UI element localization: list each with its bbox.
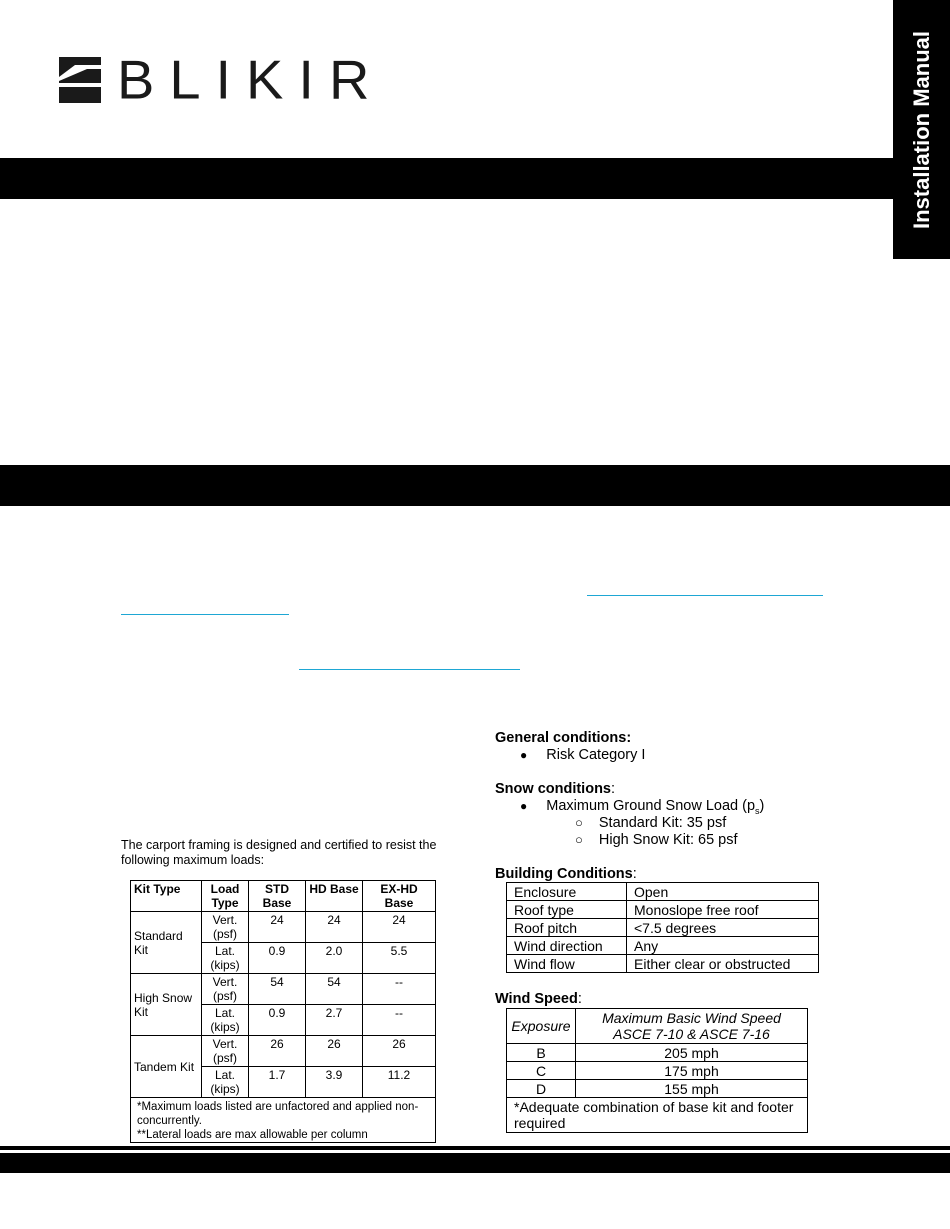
table-header-row xyxy=(131,881,436,912)
footer-rule xyxy=(0,1146,950,1150)
condition-value: Any xyxy=(627,937,819,955)
table-row xyxy=(507,901,819,919)
side-tab xyxy=(893,0,950,259)
hollow-bullet-icon: ○ xyxy=(575,832,583,847)
exhd-value: 5.5 xyxy=(363,943,436,974)
exhd-value: -- xyxy=(363,1005,436,1036)
wind-speed-table xyxy=(506,1008,808,1133)
hd-value: 2.0 xyxy=(306,943,363,974)
load-type: Lat. (kips) xyxy=(202,943,249,974)
note-1: *Maximum loads listed are unfactored and applied non-concurrently. xyxy=(137,1101,419,1127)
table-row xyxy=(507,919,819,937)
hd-value: 54 xyxy=(306,974,363,1005)
std-value: 24 xyxy=(249,912,306,943)
general-heading: General conditions: xyxy=(495,730,632,746)
bullet-icon: ● xyxy=(520,799,528,813)
hd-value: 2.7 xyxy=(306,1005,363,1036)
table-notes xyxy=(131,1098,436,1143)
blikir-logo-mark-icon xyxy=(57,55,103,105)
snow-item-text: Maximum Ground Snow Load (p xyxy=(546,798,756,814)
std-value: 54 xyxy=(249,974,306,1005)
exhd-value: -- xyxy=(363,974,436,1005)
hyperlink-underline-2[interactable] xyxy=(299,669,520,670)
building-conditions-table xyxy=(506,882,819,973)
col-max-wind-speed-line1: Maximum Basic Wind Speed xyxy=(602,1010,781,1026)
snow-sub-item-text: High Snow Kit: 65 psf xyxy=(598,832,738,848)
table-row xyxy=(131,1036,436,1067)
wind-note: *Adequate combination of base kit and footer required xyxy=(507,1098,808,1133)
wind-heading xyxy=(495,991,582,1007)
kit-name: High Snow Kit xyxy=(131,974,202,1036)
table-note-row xyxy=(507,1098,808,1133)
load-type: Vert. (psf) xyxy=(202,1036,249,1067)
snow-sub-item xyxy=(575,832,738,848)
section-header-bar-2 xyxy=(0,465,950,506)
load-type: Vert. (psf) xyxy=(202,912,249,943)
table-header-row xyxy=(507,1009,808,1044)
hollow-bullet-icon: ○ xyxy=(575,815,583,830)
building-heading xyxy=(495,866,637,882)
col-max-wind-speed-line2: ASCE 7-10 & ASCE 7-16 xyxy=(613,1026,770,1042)
col-load-type: Load Type xyxy=(202,881,249,912)
building-heading-colon: : xyxy=(632,866,637,882)
col-exposure: Exposure xyxy=(507,1009,576,1044)
hd-value: 26 xyxy=(306,1036,363,1067)
col-exhd-base: EX-HD Base xyxy=(363,881,436,912)
speed-value: 155 mph xyxy=(576,1080,808,1098)
table-note-row xyxy=(131,1098,436,1143)
load-type: Vert. (psf) xyxy=(202,974,249,1005)
snow-item-sub: s xyxy=(755,805,760,816)
bullet-icon: ● xyxy=(520,748,528,762)
col-kit-type: Kit Type xyxy=(131,881,202,912)
col-max-wind-speed xyxy=(576,1009,808,1044)
exposure-value: B xyxy=(507,1044,576,1062)
condition-label: Wind flow xyxy=(507,955,627,973)
table-row xyxy=(507,937,819,955)
col-std-base: STD Base xyxy=(249,881,306,912)
condition-label: Enclosure xyxy=(507,883,627,901)
section-header-bar xyxy=(0,158,893,199)
table-row xyxy=(507,1062,808,1080)
condition-label: Roof pitch xyxy=(507,919,627,937)
table-row xyxy=(507,883,819,901)
snow-heading-text: Snow conditions xyxy=(495,781,611,797)
table-row xyxy=(507,1044,808,1062)
footer-bar xyxy=(0,1153,950,1173)
general-list-item xyxy=(520,747,645,763)
snow-item-end: ) xyxy=(759,798,765,814)
snow-item xyxy=(546,798,764,814)
std-value: 0.9 xyxy=(249,943,306,974)
std-value: 0.9 xyxy=(249,1005,306,1036)
speed-value: 205 mph xyxy=(576,1044,808,1062)
table-row xyxy=(131,974,436,1005)
hd-value: 3.9 xyxy=(306,1067,363,1098)
std-value: 1.7 xyxy=(249,1067,306,1098)
condition-value: Monoslope free roof xyxy=(627,901,819,919)
exposure-value: D xyxy=(507,1080,576,1098)
condition-label: Roof type xyxy=(507,901,627,919)
hyperlink-underline[interactable] xyxy=(587,595,823,596)
exhd-value: 11.2 xyxy=(363,1067,436,1098)
load-table xyxy=(130,880,436,1143)
table-row xyxy=(507,955,819,973)
col-hd-base: HD Base xyxy=(306,881,363,912)
kit-name: Standard Kit xyxy=(131,912,202,974)
brand-logo xyxy=(57,48,385,111)
snow-sub-item xyxy=(575,815,726,831)
load-type: Lat. (kips) xyxy=(202,1005,249,1036)
load-intro-text: The carport framing is designed and certified to resist the following maximum loads: xyxy=(121,838,437,867)
side-tab-label: Installation Manual xyxy=(908,30,934,229)
exhd-value: 26 xyxy=(363,1036,436,1067)
snow-sub-item-text: Standard Kit: 35 psf xyxy=(598,815,727,831)
condition-value: Open xyxy=(627,883,819,901)
building-heading-text: Building Conditions xyxy=(495,866,633,882)
kit-name: Tandem Kit xyxy=(131,1036,202,1098)
table-row xyxy=(507,1080,808,1098)
hd-value: 24 xyxy=(306,912,363,943)
wind-heading-text: Wind Speed xyxy=(495,991,578,1007)
exhd-value: 24 xyxy=(363,912,436,943)
condition-label: Wind direction xyxy=(507,937,627,955)
exposure-value: C xyxy=(507,1062,576,1080)
hyperlink-underline-cont[interactable] xyxy=(121,614,289,615)
speed-value: 175 mph xyxy=(576,1062,808,1080)
note-2: **Lateral loads are max allowable per column xyxy=(137,1129,368,1141)
std-value: 26 xyxy=(249,1036,306,1067)
load-type: Lat. (kips) xyxy=(202,1067,249,1098)
wind-heading-colon: : xyxy=(577,991,582,1007)
brand-name: BLIKIR xyxy=(117,48,385,111)
table-row xyxy=(131,912,436,943)
snow-heading xyxy=(495,781,615,797)
snow-heading-colon: : xyxy=(611,781,616,797)
condition-value: <7.5 degrees xyxy=(627,919,819,937)
snow-list-item xyxy=(520,798,764,816)
general-item: Risk Category I xyxy=(546,747,646,763)
condition-value: Either clear or obstructed xyxy=(627,955,819,973)
